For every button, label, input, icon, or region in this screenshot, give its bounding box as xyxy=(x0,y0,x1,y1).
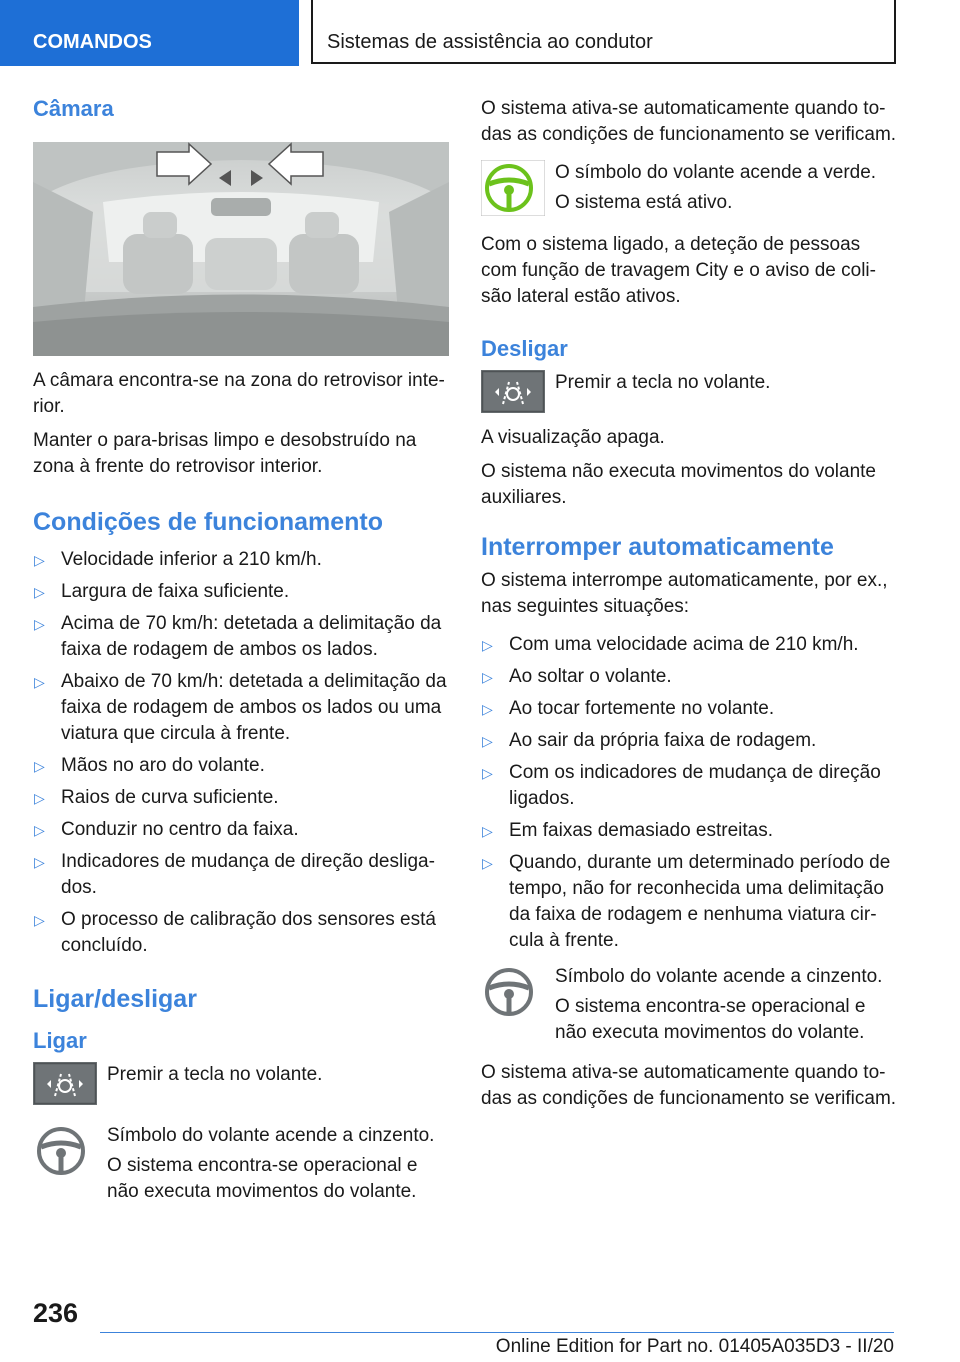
list-item: ▷ Quando, durante um determinado período de tempo, não for reconhecida uma delimitação da faixa de rodagem e nenhuma viatura cir-cula à frente. xyxy=(482,852,891,951)
footer-divider xyxy=(100,1332,894,1333)
list-item: ▷ Raios de curva suficiente. xyxy=(33,785,449,811)
ligado-text: Com o sistema ligado, a deteção de pessoas com função de travagem City e o aviso de coli-são lateral estão ativos. xyxy=(481,234,876,307)
grey-text-2: O sistema encontra-se operacional e não executa movimentos do volante. xyxy=(555,996,866,1043)
triangle-bullet-icon: ▷ xyxy=(34,912,45,928)
triangle-bullet-icon: ▷ xyxy=(482,669,493,685)
triangle-bullet-icon: ▷ xyxy=(482,855,493,871)
list-item: ▷ O processo de calibração dos sensores está concluído. xyxy=(34,909,436,956)
grey-symbol-row xyxy=(481,964,897,1050)
list-item: ▷ Conduzir no centro da faixa. xyxy=(33,817,449,843)
steering-wheel-grey-icon xyxy=(33,1123,97,1179)
triangle-bullet-icon: ▷ xyxy=(482,823,493,839)
page-number: 236 xyxy=(33,1298,79,1328)
triangle-bullet-icon: ▷ xyxy=(482,765,493,781)
ligar-button-text: Premir a tecla no volante. xyxy=(107,1064,323,1085)
triangle-bullet-icon: ▷ xyxy=(482,637,493,653)
desligar-button-text: Premir a tecla no volante. xyxy=(555,372,771,393)
heading-ligar-desligar: Ligar/desligar xyxy=(33,985,197,1013)
camara-text-1: A câmara encontra-se na zona do retrovisor inte-rior. xyxy=(33,370,445,417)
section-tab: COMANDOS xyxy=(0,0,299,66)
left-column xyxy=(33,96,449,1219)
heading-interromper: Interromper automaticamente xyxy=(481,533,834,561)
list-item: ▷ Ao sair da própria faixa de rodagem. xyxy=(481,728,897,754)
camara-text-2: Manter o para-brisas limpo e desobstruído na zona à frente do retrovisor interior. xyxy=(33,430,417,477)
interromper-intro: O sistema interrompe automaticamente, por ex., nas seguintes situações: xyxy=(481,570,888,617)
green-symbol-row xyxy=(481,160,897,220)
heading-camara: Câmara xyxy=(33,96,114,121)
lane-assist-button-icon xyxy=(33,1062,97,1105)
apaga-text: A visualização apaga. xyxy=(481,427,665,448)
triangle-bullet-icon: ▷ xyxy=(34,616,45,632)
list-item: ▷ Com uma velocidade acima de 210 km/h. xyxy=(481,632,897,658)
ligar-grey-symbol-row xyxy=(33,1123,449,1209)
list-item: ▷ Velocidade inferior a 210 km/h. xyxy=(33,547,449,573)
lane-assist-button-icon xyxy=(481,370,545,413)
heading-desligar: Desligar xyxy=(481,336,568,361)
right-column xyxy=(481,96,897,1120)
list-item: ▷ Com os indicadores de mudança de direção ligados. xyxy=(482,762,881,809)
triangle-bullet-icon: ▷ xyxy=(34,790,45,806)
footer-edition: Online Edition for Part no. 01405A035D3 - II/20 xyxy=(495,1336,894,1357)
list-item: ▷ Mãos no aro do volante. xyxy=(33,753,449,779)
triangle-bullet-icon: ▷ xyxy=(34,758,45,774)
triangle-bullet-icon: ▷ xyxy=(482,701,493,717)
page-header xyxy=(0,0,960,66)
ligar-grey-text-1: Símbolo do volante acende a cinzento. xyxy=(107,1125,435,1146)
chapter-title: Sistemas de assistência ao condutor xyxy=(311,0,896,64)
triangle-bullet-icon: ▷ xyxy=(34,584,45,600)
heading-condicoes: Condições de funcionamento xyxy=(33,508,384,536)
list-item: ▷ Indicadores de mudança de direção desliga-dos. xyxy=(34,851,435,898)
triangle-bullet-icon: ▷ xyxy=(34,822,45,838)
camera-location-photo xyxy=(33,142,449,356)
triangle-bullet-icon: ▷ xyxy=(34,674,45,690)
list-item: ▷ Ao soltar o volante. xyxy=(481,664,897,690)
list-item: ▷ Largura de faixa suficiente. xyxy=(33,579,449,605)
list-item: ▷ Em faixas demasiado estreitas. xyxy=(481,818,897,844)
interromper-list xyxy=(481,632,897,954)
steering-wheel-green-icon xyxy=(481,160,545,216)
triangle-bullet-icon: ▷ xyxy=(482,733,493,749)
triangle-bullet-icon: ▷ xyxy=(34,552,45,568)
triangle-bullet-icon: ▷ xyxy=(34,854,45,870)
right-outro: O sistema ativa-se automaticamente quando to-das as condições de funcionamento se verificam. xyxy=(481,1062,897,1109)
list-item: ▷ Abaixo de 70 km/h: detetada a delimitação da faixa de rodagem de ambos os lados ou uma viatura que circula à frente. xyxy=(34,671,447,744)
ligar-button-row xyxy=(33,1062,449,1105)
ligar-grey-text-2: O sistema encontra-se operacional e não executa movimentos do volante. xyxy=(107,1155,418,1202)
heading-ligar: Ligar xyxy=(33,1028,87,1053)
desligar-button-row xyxy=(481,370,897,413)
list-item: ▷ Acima de 70 km/h: detetada a delimitação da faixa de rodagem de ambos os lados. xyxy=(34,613,442,660)
right-intro: O sistema ativa-se automaticamente quando to-das as condições de funcionamento se verificam. xyxy=(481,98,897,145)
car-interior-illustration xyxy=(33,142,449,356)
steering-wheel-grey-icon xyxy=(481,964,545,1020)
grey-text-1: Símbolo do volante acende a cinzento. xyxy=(555,966,883,987)
list-item: ▷ Ao tocar fortemente no volante. xyxy=(481,696,897,722)
condicoes-list xyxy=(33,547,449,959)
nao-executa-text: O sistema não executa movimentos do volante auxiliares. xyxy=(481,461,876,508)
green-text-2: O sistema está ativo. xyxy=(555,192,733,213)
green-text-1: O símbolo do volante acende a verde. xyxy=(555,162,877,183)
